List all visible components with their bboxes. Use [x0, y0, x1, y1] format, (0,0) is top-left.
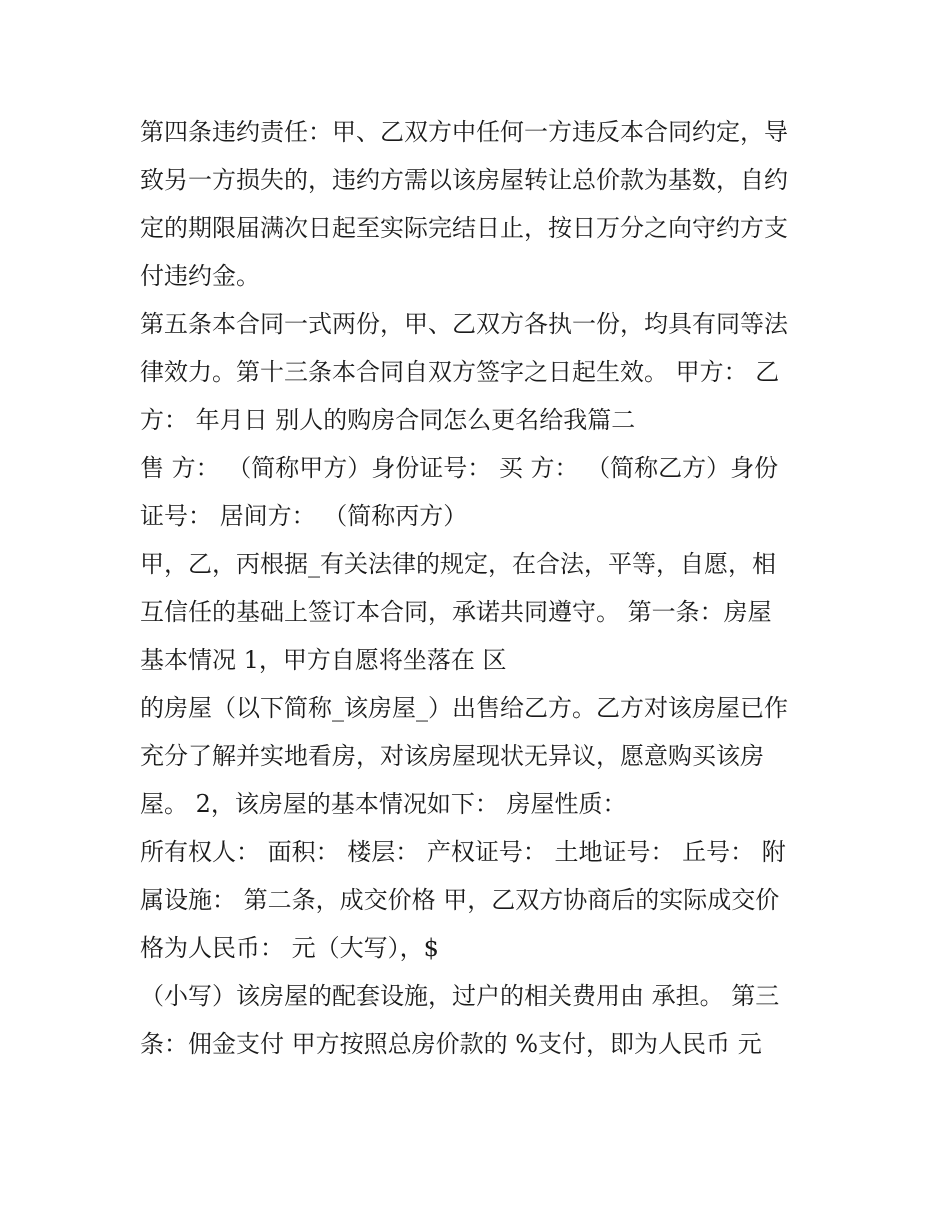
text-line: 第四条违约责任：甲、乙双方中任何一方违反本合同约定，导 [140, 118, 788, 146]
text-line: 属设施： 第二条，成交价格 甲，乙双方协商后的实际成交价 [140, 886, 780, 914]
text-line: 所有权人： 面积： 楼层： 产权证号： 土地证号： 丘号： 附 [140, 838, 786, 866]
contract-text [140, 108, 830, 1068]
text-line: 第五条本合同一式两份，甲、乙双方各执一份，均具有同等法 [140, 310, 788, 338]
text-line: 甲，乙，丙根据_有关法律的规定，在合法，平等，自愿，相 [140, 550, 776, 578]
text-line: 互信任的基础上签订本合同，承诺共同遵守。 第一条：房屋 [140, 598, 772, 626]
text-line: 充分了解并实地看房，对该房屋现状无异议，愿意购买该房 [140, 742, 764, 770]
text-line: 付违约金。 [140, 262, 260, 290]
text-line: 售 方： （简称甲方）身份证号： 买 方： （简称乙方）身份 [140, 454, 779, 482]
text-line: 证号： 居间方： （简称丙方） [140, 502, 468, 530]
text-line: 条：佣金支付 甲方按照总房价款的 %支付，即为人民币 元 [140, 1030, 762, 1058]
text-line: 格为人民币： 元（大写），$ [140, 934, 439, 962]
text-line: 的房屋（以下简称_该房屋_）出售给乙方。乙方对该房屋已作 [140, 694, 788, 722]
text-line: 方： 年月日 别人的购房合同怎么更名给我篇二 [140, 406, 636, 434]
text-line: 基本情况 1，甲方自愿将坐落在 区 [140, 646, 507, 674]
text-line: 致另一方损失的，违约方需以该房屋转让总价款为基数，自约 [140, 166, 788, 194]
text-line: （小写）该房屋的配套设施，过户的相关费用由 承担。 第三 [140, 982, 780, 1010]
text-line: 定的期限届满次日起至实际完结日止，按日万分之向守约方支 [140, 214, 788, 242]
text-line: 屋。 2，该房屋的基本情况如下： 房屋性质： [140, 790, 627, 818]
text-line: 律效力。第十三条本合同自双方签字之日起生效。 甲方： 乙 [140, 358, 780, 386]
